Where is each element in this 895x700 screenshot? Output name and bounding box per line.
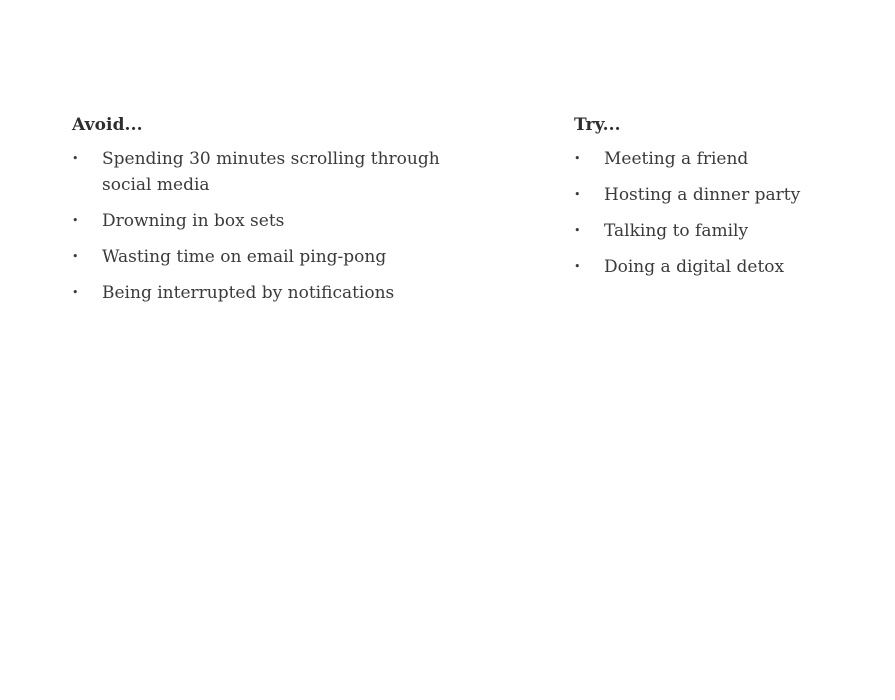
- bullet-icon: •: [574, 152, 581, 165]
- avoid-list-item: [72, 208, 492, 234]
- avoid-list-item: [72, 244, 492, 270]
- try-list-item: [574, 182, 874, 208]
- bullet-icon: •: [72, 214, 79, 227]
- try-item-text: Talking to family: [604, 221, 749, 241]
- try-item-text: Hosting a dinner party: [604, 185, 801, 205]
- avoid-item-text: Drowning in box sets: [102, 211, 285, 231]
- try-list-item: [574, 254, 874, 280]
- try-list: [574, 146, 874, 280]
- try-column: [574, 112, 874, 290]
- avoid-list-item: [72, 280, 492, 306]
- avoid-item-text: Wasting time on email ping-pong: [102, 247, 387, 267]
- avoid-item-text: Being interrupted by notifications: [102, 283, 395, 303]
- try-list-item: [574, 146, 874, 172]
- try-heading: Try...: [574, 115, 621, 135]
- avoid-list: [72, 146, 492, 306]
- avoid-list-item: [72, 146, 492, 198]
- bullet-icon: •: [72, 152, 79, 165]
- bullet-icon: •: [72, 250, 79, 263]
- avoid-heading: Avoid...: [72, 115, 143, 135]
- bullet-icon: •: [574, 260, 581, 273]
- avoid-column: [72, 112, 492, 316]
- bullet-icon: •: [574, 224, 581, 237]
- bullet-icon: •: [574, 188, 581, 201]
- bullet-icon: •: [72, 286, 79, 299]
- try-list-item: [574, 218, 874, 244]
- avoid-item-text: Spending 30 minutes scrolling through social media: [102, 149, 440, 195]
- try-item-text: Meeting a friend: [604, 149, 749, 169]
- try-item-text: Doing a digital detox: [604, 257, 785, 277]
